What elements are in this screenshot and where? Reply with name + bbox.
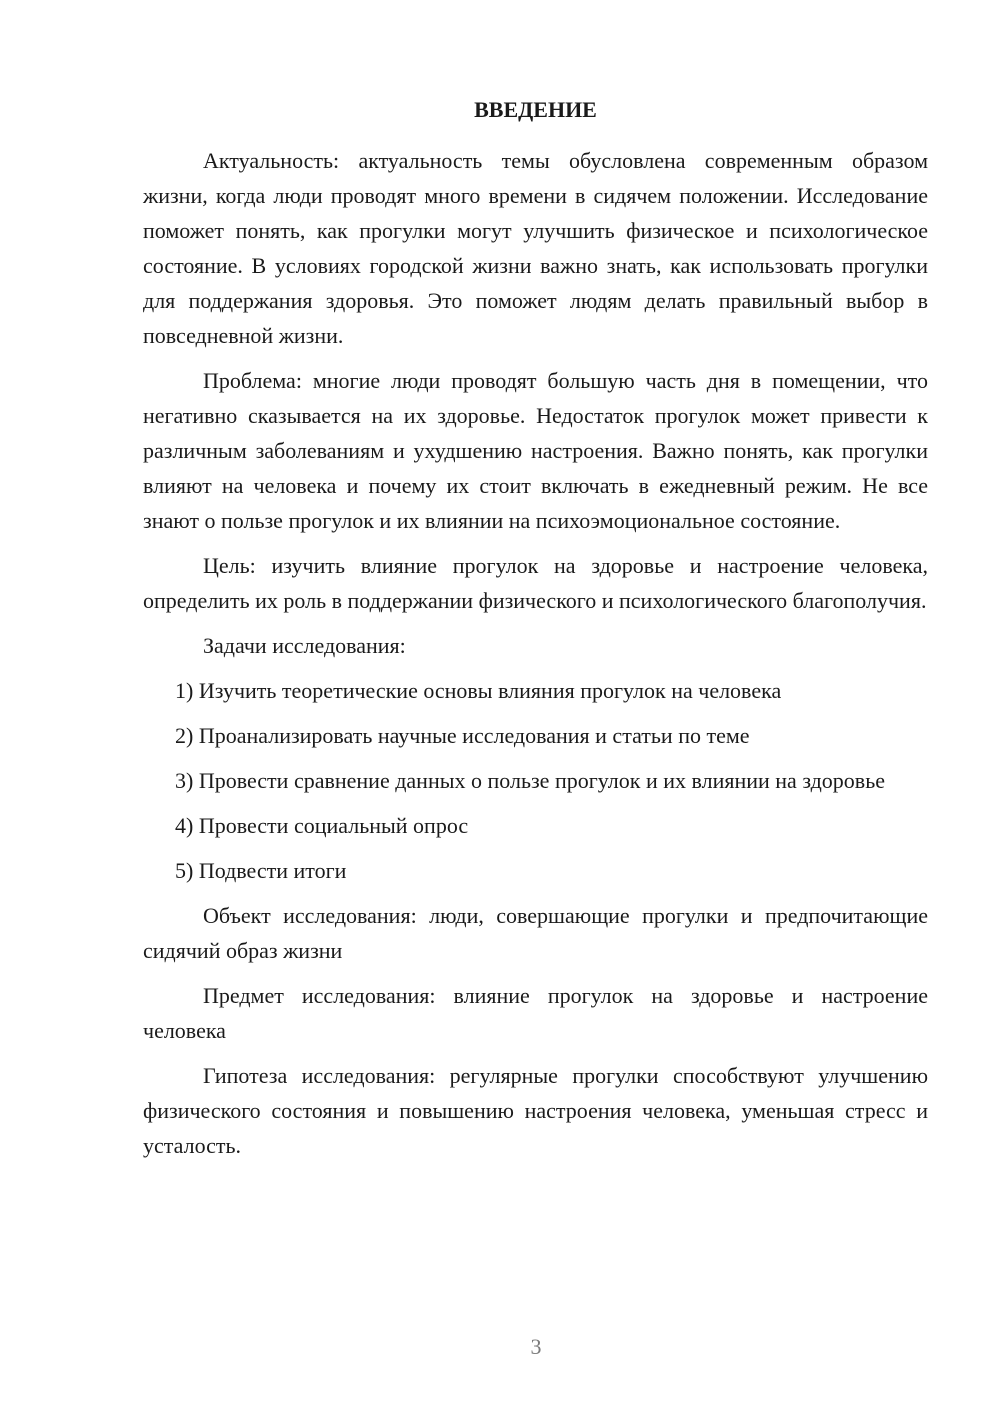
page-number: 3 bbox=[530, 1334, 542, 1359]
task-text: Изучить теоретические основы влияния прогулок на человека bbox=[198, 678, 782, 703]
task-number: 5) bbox=[175, 858, 194, 883]
tasks-list bbox=[143, 673, 928, 888]
list-item bbox=[143, 673, 928, 708]
task-number: 4) bbox=[175, 813, 194, 838]
task-number: 3) bbox=[175, 768, 194, 793]
list-item bbox=[143, 763, 928, 798]
task-text: Провести сравнение данных о пользе прогулок и их влиянии на здоровье bbox=[198, 768, 885, 793]
task-number: 2) bbox=[175, 723, 194, 748]
tasks-heading: Задачи исследования: bbox=[203, 633, 406, 658]
page-title: ВВЕДЕНИЕ bbox=[474, 97, 597, 122]
task-text: Подвести итоги bbox=[198, 858, 347, 883]
list-item bbox=[143, 718, 928, 753]
list-item bbox=[143, 853, 928, 888]
problem-paragraph: Проблема: многие люди проводят большую часть дня в помещении, что негативно сказывается на их здоровье. Недостаток прогулок может привести к различным заболеваниям и ухудшению настроения. Важно понять, как прогулки влияют на человека и почему их стоит включать в ежедневный режим. Не все знают о пользе прогулок и их влиянии на психоэмоциональное состояние. bbox=[143, 368, 928, 533]
task-text: Проанализировать научные исследования и статьи по теме bbox=[198, 723, 750, 748]
list-item bbox=[143, 808, 928, 843]
object-paragraph: Объект исследования: люди, совершающие прогулки и предпочитающие сидячий образ жизни bbox=[143, 903, 928, 963]
task-text: Провести социальный опрос bbox=[198, 813, 469, 838]
subject-paragraph: Предмет исследования: влияние прогулок на здоровье и настроение человека bbox=[143, 983, 928, 1043]
relevance-paragraph: Актуальность: актуальность темы обусловлена современным образом жизни, когда люди проводят много времени в сидячем положении. Исследование поможет понять, как прогулки могут улучшить физическое и психологическое состояние. В условиях городской жизни важно знать, как использовать прогулки для поддержания здоровья. Это поможет людям делать правильный выбор в повседневной жизни. bbox=[143, 148, 928, 348]
hypothesis-paragraph: Гипотеза исследования: регулярные прогулки способствуют улучшению физического состояния и повышению настроения человека, уменьшая стресс и усталость. bbox=[143, 1063, 928, 1158]
task-number: 1) bbox=[175, 678, 194, 703]
document-body bbox=[143, 143, 928, 1163]
goal-paragraph: Цель: изучить влияние прогулок на здоровье и настроение человека, определить их роль в поддержании физического и психологического благополучия. bbox=[143, 553, 928, 613]
